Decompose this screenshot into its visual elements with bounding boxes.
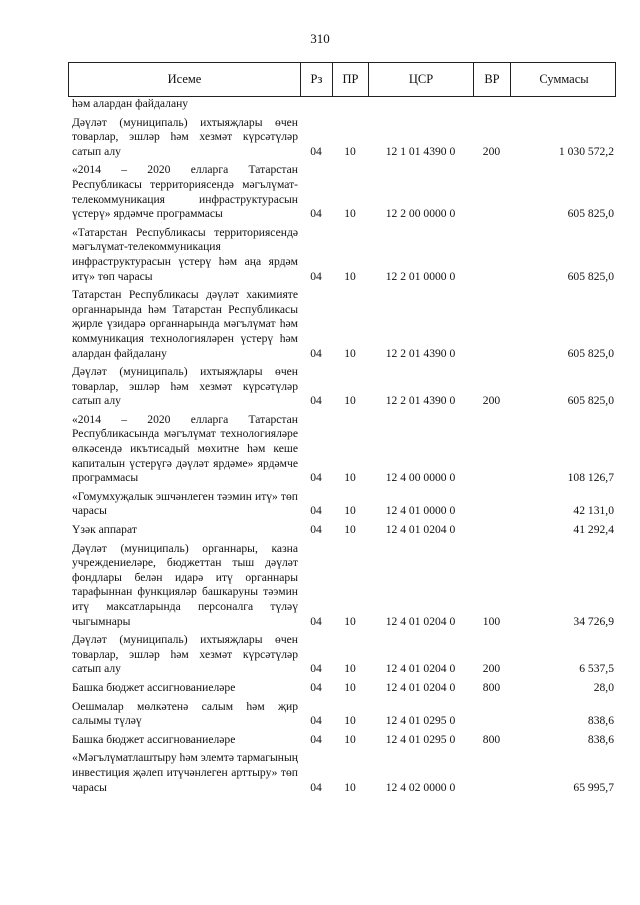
row-sum: 42 131,0 [573, 504, 614, 518]
row-vr [473, 523, 510, 538]
table-row [68, 116, 616, 160]
row-name: «2014 – 2020 елларга Татарстан Республикасында мәгълүмат технологияләре өлкәсендә икътисадый мөхитне һәм кеше капиталын үстерүгә дәүләт ярдәме» ярдәмче программасы [72, 412, 298, 485]
row-rz: 04 [310, 780, 322, 794]
table-row [68, 542, 616, 630]
row-csr: 12 1 01 4390 0 [385, 144, 456, 158]
header-csr: ЦСР [369, 63, 474, 96]
row-csr: 12 4 00 0000 0 [385, 471, 456, 485]
row-sum: 605 825,0 [567, 346, 614, 360]
table-body [68, 97, 616, 795]
row-rz: 04 [310, 504, 322, 518]
row-sum: 605 825,0 [567, 269, 614, 283]
row-sum: 65 995,7 [573, 780, 614, 794]
row-rz: 04 [310, 394, 322, 408]
row-pr: 10 [344, 394, 356, 408]
row-sum: 838,6 [587, 714, 614, 728]
row-sum: 605 825,0 [567, 207, 614, 221]
row-rz [300, 97, 332, 112]
row-pr: 10 [344, 144, 356, 158]
row-pr: 10 [344, 504, 356, 518]
table-row [68, 413, 616, 486]
row-csr: 12 4 01 0295 0 [385, 732, 456, 746]
row-pr: 10 [344, 662, 356, 676]
row-csr: 12 2 01 4390 0 [385, 346, 456, 360]
row-rz: 04 [310, 471, 322, 485]
row-name: «Татарстан Республикасы территориясендә мәгълүмат-телекоммуникация инфраструктурасын үстерү һәм аңа ярдәм итү» төп чарасы [72, 225, 298, 283]
row-vr [473, 751, 510, 795]
row-sum: 108 126,7 [567, 471, 614, 485]
row-name: «Мәгълүматлаштыру һәм элемтә тармагының инвестиция җәлеп итүчәнлеген арттыру» төп чарасы [72, 751, 298, 794]
row-rz: 04 [310, 207, 322, 221]
row-name: Дәүләт (муниципаль) органнары, казна учреждениеләре, бюджеттан тыш дәүләт фондлары белән идарә итү органнары тарафыннан функцияләр башкаруны тәэмин итү максатларында персоналга түләү чыгымнары [72, 541, 298, 628]
row-name: Үзәк аппарат [72, 523, 137, 537]
row-vr [473, 490, 510, 519]
row-csr: 12 2 00 0000 0 [385, 207, 456, 221]
row-csr: 12 4 01 0295 0 [385, 714, 456, 728]
row-sum: 34 726,9 [573, 614, 614, 628]
row-pr: 10 [344, 269, 356, 283]
row-rz: 04 [310, 714, 322, 728]
header-sum: Суммасы [539, 72, 589, 86]
row-pr: 10 [344, 680, 356, 694]
row-csr: 12 4 01 0000 0 [385, 504, 456, 518]
row-vr: 100 [482, 614, 501, 628]
row-name: Башка бюджет ассигнованиеләре [72, 732, 236, 746]
budget-table [68, 62, 616, 795]
row-csr [368, 97, 473, 112]
row-name: Татарстан Республикасы дәүләт хакимияте органнарында һәм Татарстан Республикасы җирле үзидарә органнарында мәгълүмат һәм коммуникация технологияләрен үстерү һәм алардан файдалану [72, 288, 298, 360]
row-name: «Гомумхуҗалык эшчәнлеген тәэмин итү» төп чарасы [72, 489, 298, 518]
row-csr: 12 2 01 0000 0 [385, 269, 456, 283]
row-pr [332, 97, 368, 112]
row-vr [473, 226, 510, 284]
table-row [68, 226, 616, 284]
row-csr: 12 4 01 0204 0 [385, 680, 456, 694]
row-name: Башка бюджет ассигнованиеләре [72, 680, 236, 694]
row-rz: 04 [310, 662, 322, 676]
row-vr [473, 700, 510, 729]
table-row [68, 733, 616, 748]
row-sum: 41 292,4 [573, 523, 614, 537]
row-name: Дәүләт (муниципаль) ихтыяҗлары өчен товарлар, эшләр һәм хезмәт күрсәтүләр сатып алу [72, 365, 298, 408]
row-rz: 04 [310, 346, 322, 360]
header-rz: Рз [301, 63, 333, 96]
row-vr: 200 [482, 662, 501, 676]
row-sum: 6 537,5 [579, 662, 614, 676]
row-sum: 28,0 [593, 680, 614, 694]
table-header [68, 62, 616, 97]
table-row [68, 365, 616, 409]
row-sum: 838,6 [587, 732, 614, 746]
table-row [68, 681, 616, 696]
row-vr [473, 288, 510, 361]
row-name: «2014 – 2020 елларга Татарстан Республикасы территориясендә мәгълүмат-телекоммуникация инфраструктурасын үстерү» ярдәмче программасы [72, 163, 298, 221]
row-csr: 12 4 02 0000 0 [385, 780, 456, 794]
row-pr: 10 [344, 523, 356, 537]
row-pr: 10 [344, 614, 356, 628]
header-name: Исеме [69, 63, 301, 96]
table-row [68, 751, 616, 795]
row-pr: 10 [344, 346, 356, 360]
row-csr: 12 2 01 4390 0 [385, 394, 456, 408]
header-vr: ВР [474, 63, 511, 96]
row-vr [473, 163, 510, 221]
row-name: Дәүләт (муниципаль) ихтыяҗлары өчен товарлар, эшләр һәм хезмәт күрсәтүләр сатып алу [72, 115, 298, 158]
row-vr [473, 413, 510, 486]
table-row [68, 490, 616, 519]
table-row [68, 700, 616, 729]
row-rz: 04 [310, 732, 322, 746]
row-pr: 10 [344, 207, 356, 221]
row-name: һәм алардан файдалану [72, 97, 189, 110]
table-row [68, 633, 616, 677]
row-pr: 10 [344, 471, 356, 485]
page-number: 310 [310, 31, 330, 46]
row-rz: 04 [310, 614, 322, 628]
row-name: Дәүләт (муниципаль) ихтыяҗлары өчен товарлар, эшләр һәм хезмәт күрсәтүләр сатып алу [72, 633, 298, 676]
table-row [68, 288, 616, 361]
row-vr: 800 [482, 732, 501, 746]
row-csr: 12 4 01 0204 0 [385, 523, 456, 537]
row-vr [473, 97, 510, 112]
row-rz: 04 [310, 523, 322, 537]
row-csr: 12 4 01 0204 0 [385, 662, 456, 676]
row-pr: 10 [344, 780, 356, 794]
row-vr: 200 [482, 394, 501, 408]
table-row [68, 97, 616, 112]
row-csr: 12 4 01 0204 0 [385, 614, 456, 628]
table-row [68, 523, 616, 538]
row-pr: 10 [344, 732, 356, 746]
row-name: Оешмалар мөлкәтенә салым һәм җир салымы түләү [72, 699, 298, 728]
row-sum [510, 97, 616, 112]
row-sum: 1 030 572,2 [558, 144, 614, 158]
row-pr: 10 [344, 714, 356, 728]
row-rz: 04 [310, 269, 322, 283]
header-pr: ПР [333, 63, 369, 96]
row-sum: 605 825,0 [567, 394, 614, 408]
row-rz: 04 [310, 144, 322, 158]
row-rz: 04 [310, 680, 322, 694]
table-row [68, 163, 616, 221]
row-vr: 800 [482, 680, 501, 694]
row-vr: 200 [482, 144, 501, 158]
